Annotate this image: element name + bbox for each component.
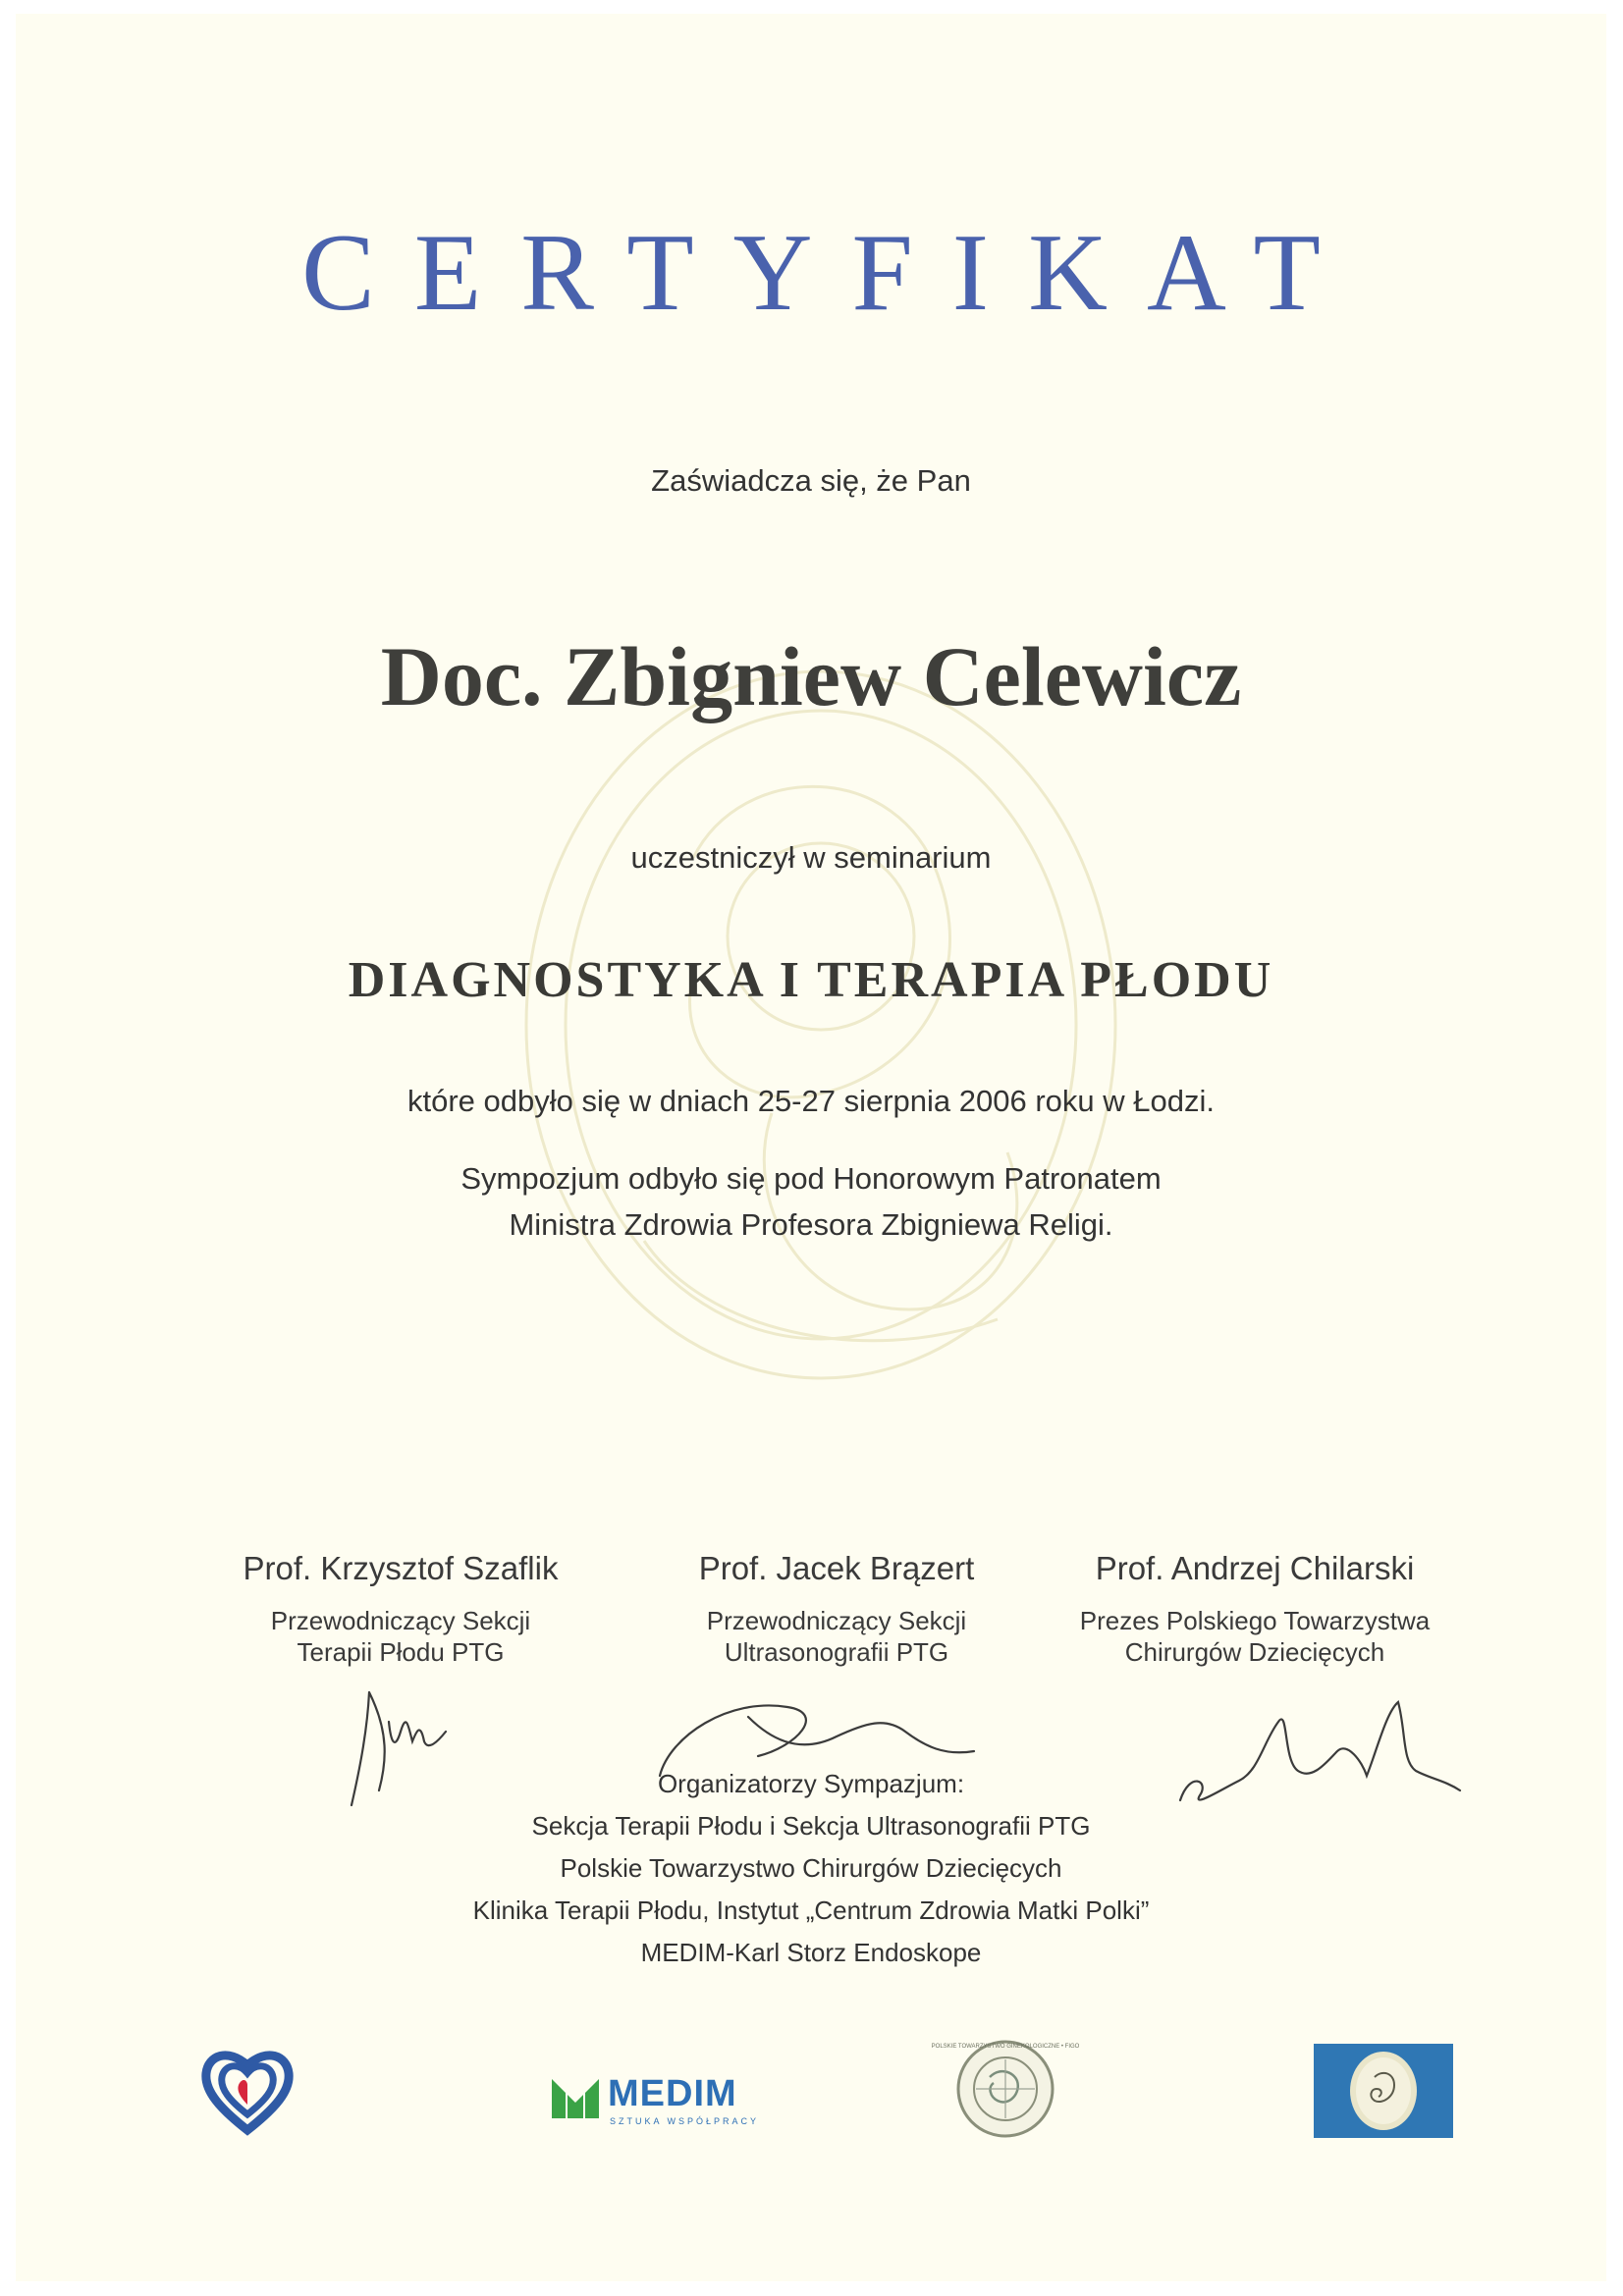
recipient-name: Doc. Zbigniew Celewicz bbox=[380, 629, 1242, 723]
patronage-line-1: Sympozjum odbyło się pod Honorowym Patronatem bbox=[460, 1161, 1162, 1196]
ptg-seal-text: POLSKIE TOWARZYSTWO GINEKOLOGICZNE • FIGO bbox=[931, 2044, 1080, 2050]
patronage-line-2: Ministra Zdrowia Profesora Zbigniewa Religi. bbox=[509, 1207, 1113, 1242]
signatory-brazert bbox=[621, 1550, 1053, 1668]
signatory-name: Prof. Krzysztof Szaflik bbox=[243, 1550, 559, 1586]
organizer-line: Sekcja Terapii Płodu i Sekcja Ultrasonografii PTG bbox=[531, 1811, 1091, 1841]
certificate-title: CERTYFIKAT bbox=[301, 212, 1360, 334]
medim-tagline: SZTUKA WSPÓŁPRACY bbox=[610, 2116, 760, 2126]
ptg-seal-icon bbox=[931, 2038, 1080, 2140]
medim-logo-text: MEDIM bbox=[608, 2073, 737, 2114]
organizers-block bbox=[16, 1763, 1606, 1974]
signatory-role-line-1: Przewodniczący Sekcji bbox=[706, 1606, 967, 1635]
signatory-role-line-1: Przewodniczący Sekcji bbox=[270, 1606, 531, 1635]
organizer-line: Klinika Terapii Płodu, Instytut „Centrum Zdrowia Matki Polki” bbox=[472, 1896, 1150, 1925]
organizers-heading: Organizatorzy Sympazjum: bbox=[657, 1769, 965, 1798]
signatory-name: Prof. Jacek Brązert bbox=[698, 1550, 975, 1586]
signatory-szaflik bbox=[185, 1550, 617, 1668]
organizer-line: MEDIM-Karl Storz Endoskope bbox=[640, 1938, 982, 1967]
certificate-sheet bbox=[16, 14, 1606, 2281]
intro-text: Zaświadcza się, że Pan bbox=[651, 463, 971, 498]
medim-logo-icon bbox=[550, 2073, 601, 2120]
seminar-title: DIAGNOSTYKA I TERAPIA PŁODU bbox=[348, 952, 1274, 1008]
signatory-role-line-2: Terapii Płodu PTG bbox=[297, 1637, 505, 1667]
heart-logo-icon bbox=[200, 2044, 295, 2138]
organizer-line: Polskie Towarzystwo Chirurgów Dziecięcych bbox=[560, 1853, 1062, 1883]
signatory-role-line-1: Prezes Polskiego Towarzystwa bbox=[1079, 1606, 1431, 1635]
seminar-dates: które odbyło się w dniach 25-27 sierpnia 2006 roku w Łodzi. bbox=[407, 1084, 1215, 1118]
signatory-name: Prof. Andrzej Chilarski bbox=[1095, 1550, 1415, 1586]
participation-text: uczestniczył w seminarium bbox=[630, 840, 992, 875]
patronage-text bbox=[16, 1155, 1606, 1248]
figure-logo-icon bbox=[1314, 2044, 1453, 2138]
signatory-role-line-2: Ultrasonografii PTG bbox=[724, 1637, 949, 1667]
signatory-role-line-2: Chirurgów Dziecięcych bbox=[1124, 1637, 1385, 1667]
signatory-chilarski bbox=[1039, 1550, 1471, 1668]
